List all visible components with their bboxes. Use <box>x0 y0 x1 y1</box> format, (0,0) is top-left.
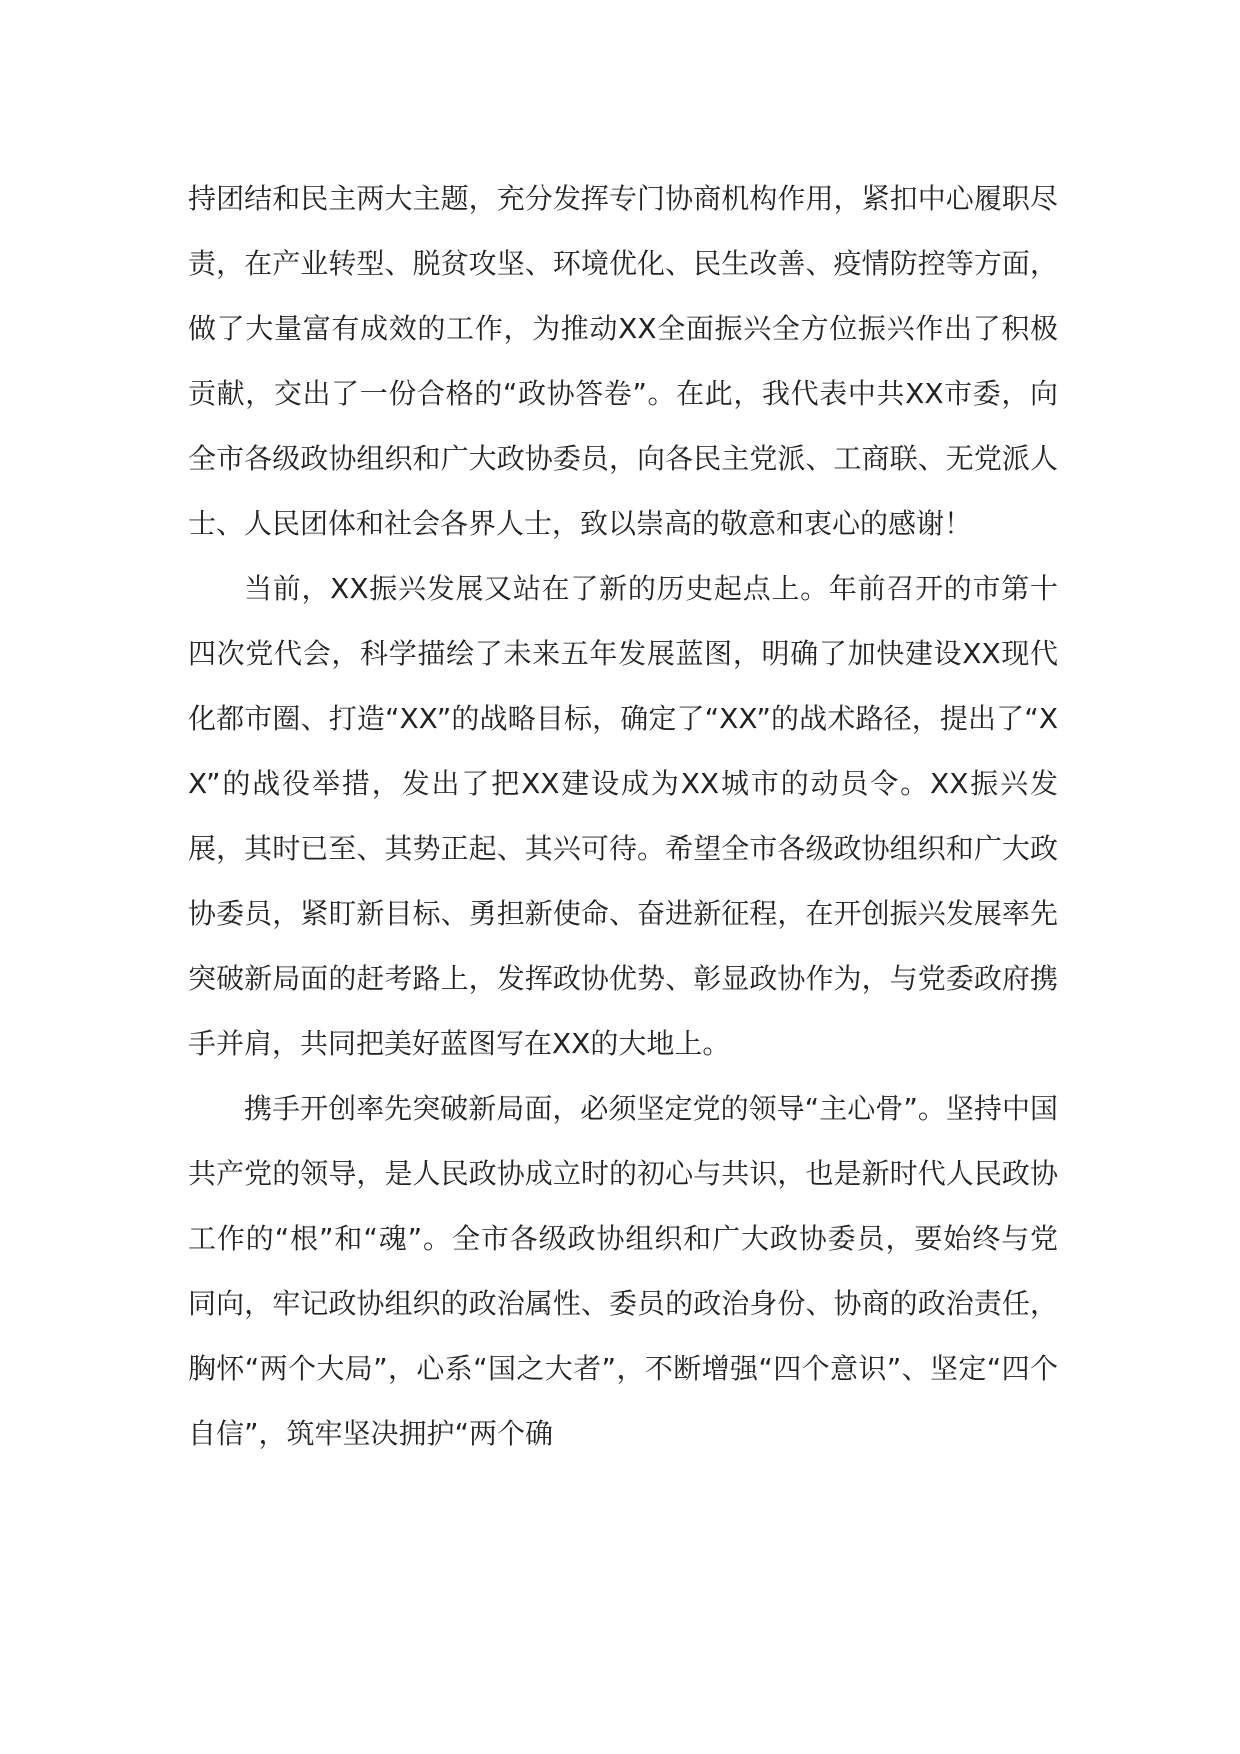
paragraph-party-leadership: 携手开创率先突破新局面，必须坚定党的领导“主心骨”。坚持中国共产党的领导，是人民政协成立时的初心与共识，也是新时代人民政协工作的“根”和“魂”。全市各级政协组织和广大政协委员，要始终与党同向，牢记政协组织的政治属性、委员的政治身份、协商的政治责任，胸怀“两个大局”，心系“国之大者”，不断增强“四个意识”、坚定“四个自信”，筑牢坚决拥护“两个确 <box>188 1092 1058 1450</box>
paragraph-continuation: 持团结和民主两大主题，充分发挥专门协商机构作用，紧扣中心履职尽责，在产业转型、脱贫攻坚、环境优化、民生改善、疫情防控等方面，做了大量富有成效的工作，为推动XX全面振兴全方位振兴作出了积极贡献，交出了一份合格的“政协答卷”。在此，我代表中共XX市委，向全市各级政协组织和广大政协委员，向各民主党派、工商联、无党派人士、人民团体和社会各界人士，致以崇高的敬意和衷心的感谢！ <box>188 182 1058 540</box>
document-body <box>188 166 1058 1466</box>
paragraph-current-situation: 当前，XX振兴发展又站在了新的历史起点上。年前召开的市第十四次党代会，科学描绘了未来五年发展蓝图，明确了加快建设XX现代化都市圈、打造“XX”的战略目标，确定了“XX”的战术路径，提出了“XX”的战役举措，发出了把XX建设成为XX城市的动员令。XX振兴发展，其时已至、其势正起、其兴可待。希望全市各级政协组织和广大政协委员，紧盯新目标、勇担新使命、奋进新征程，在开创振兴发展率先突破新局面的赶考路上，发挥政协优势、彰显政协作为，与党委政府携手并肩，共同把美好蓝图写在XX的大地上。 <box>188 572 1058 1060</box>
